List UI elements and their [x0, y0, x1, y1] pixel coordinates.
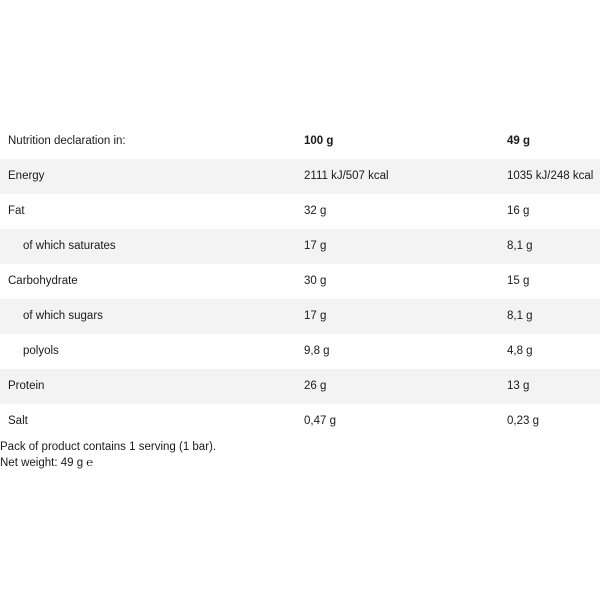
row-value-100g: 26 g [304, 380, 327, 392]
row-label: Salt [8, 415, 28, 427]
row-value-serving: 8,1 g [507, 310, 533, 322]
row-value-100g: 17 g [304, 310, 327, 322]
row-value-serving: 0,23 g [507, 415, 539, 427]
row-value-serving: 15 g [507, 275, 530, 287]
table-row-polyols [0, 334, 600, 369]
footnotes [0, 439, 216, 471]
row-value-serving: 8,1 g [507, 240, 533, 252]
row-label: of which sugars [23, 310, 103, 322]
row-label: Fat [8, 205, 25, 217]
table-row-saturates [0, 229, 600, 264]
net-weight-note: Net weight: 49 g ℮ [0, 457, 94, 469]
row-value-100g: 0,47 g [304, 415, 336, 427]
header-per-serving: 49 g [507, 135, 531, 147]
row-value-100g: 9,8 g [304, 345, 330, 357]
table-row-protein [0, 369, 600, 404]
table-row-energy [0, 159, 600, 194]
table-row-sugars [0, 299, 600, 334]
table-header-row [0, 124, 600, 159]
serving-note: Pack of product contains 1 serving (1 bar). [0, 441, 217, 453]
row-value-100g: 2111 kJ/507 kcal [304, 170, 389, 182]
row-label: Protein [8, 380, 45, 392]
table-row-carbohydrate [0, 264, 600, 299]
nutrition-table [0, 124, 600, 439]
header-per-100g: 100 g [304, 135, 334, 147]
row-label: Carbohydrate [8, 275, 78, 287]
table-row-fat [0, 194, 600, 229]
row-label: polyols [23, 345, 59, 357]
row-value-serving: 1035 kJ/248 kcal [507, 170, 594, 182]
row-value-serving: 4,8 g [507, 345, 533, 357]
row-value-100g: 32 g [304, 205, 327, 217]
table-row-salt [0, 404, 600, 439]
header-label: Nutrition declaration in: [8, 135, 126, 147]
row-value-serving: 16 g [507, 205, 530, 217]
row-value-100g: 30 g [304, 275, 327, 287]
row-label: Energy [8, 170, 45, 182]
row-value-100g: 17 g [304, 240, 327, 252]
row-value-serving: 13 g [507, 380, 530, 392]
row-label: of which saturates [23, 240, 116, 252]
